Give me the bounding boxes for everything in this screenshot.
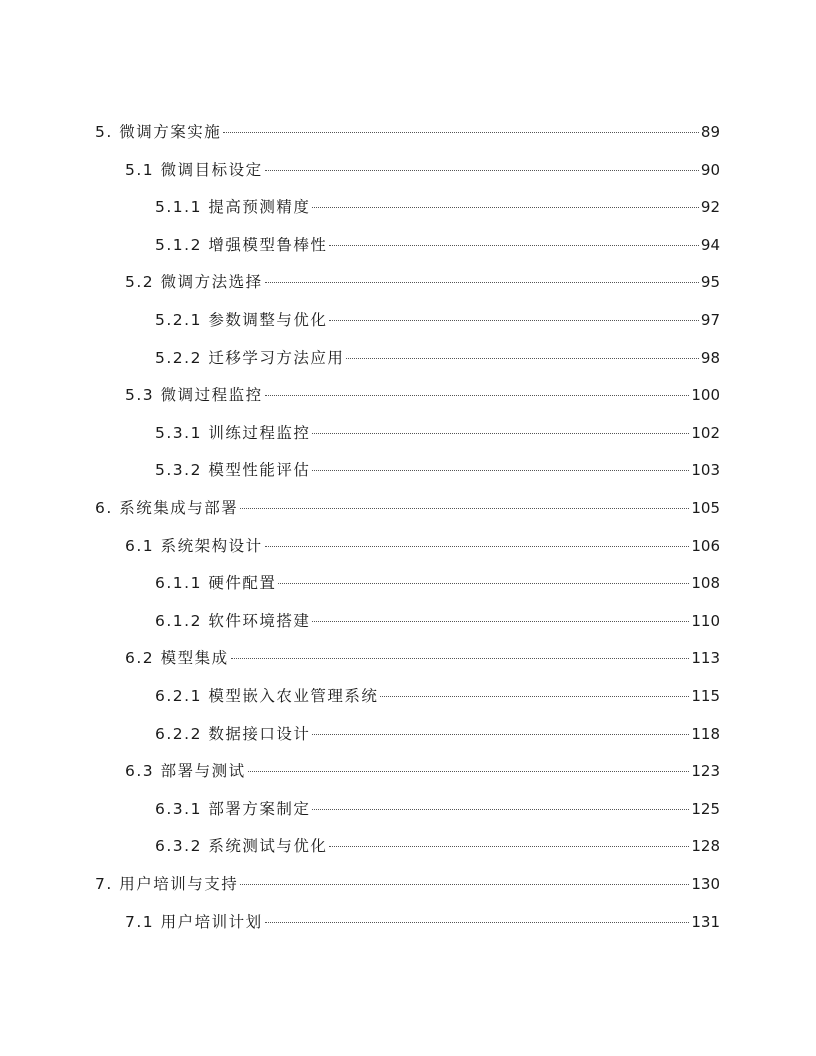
toc-dot-leader <box>312 733 689 735</box>
toc-entry-title: 5.1.2 增强模型鲁棒性 <box>155 235 328 254</box>
toc-entry[interactable] <box>155 564 720 602</box>
toc-entry[interactable] <box>95 113 720 151</box>
toc-entry-title: 6.2 模型集成 <box>125 649 229 668</box>
toc-dot-leader <box>265 169 699 171</box>
toc-entry-title: 6.3.2 系统测试与优化 <box>155 837 328 856</box>
toc-page-number: 125 <box>691 799 720 818</box>
toc-entry[interactable] <box>155 226 720 264</box>
toc-dot-leader <box>329 319 699 321</box>
toc-page-number: 100 <box>691 386 720 405</box>
toc-entry[interactable] <box>155 790 720 828</box>
toc-entry[interactable] <box>125 903 720 941</box>
toc-page-number: 89 <box>700 123 720 141</box>
toc-entry[interactable] <box>155 715 720 753</box>
toc-page-number: 97 <box>700 311 720 329</box>
toc-entry-title: 7.1 用户培训计划 <box>125 912 263 931</box>
toc-entry[interactable] <box>125 527 720 565</box>
toc-entry-title: 5.2.2 迁移学习方法应用 <box>155 348 345 367</box>
toc-entry-title: 6.1 系统架构设计 <box>125 536 263 555</box>
toc-entry-title: 5.3.1 训练过程监控 <box>155 423 311 442</box>
toc-dot-leader <box>312 469 689 471</box>
toc-dot-leader <box>231 657 690 659</box>
toc-page-number: 131 <box>691 912 720 931</box>
toc-dot-leader <box>312 808 689 810</box>
toc-dot-leader <box>265 281 699 283</box>
toc-entry-title: 6.2.2 数据接口设计 <box>155 724 311 743</box>
toc-entry[interactable] <box>155 451 720 489</box>
toc-entry[interactable] <box>155 188 720 226</box>
toc-entry[interactable] <box>155 677 720 715</box>
toc-page-number: 130 <box>691 875 720 893</box>
toc-dot-leader <box>240 507 689 509</box>
toc-entry-title: 5.3 微调过程监控 <box>125 386 263 405</box>
toc-entry[interactable] <box>155 827 720 865</box>
toc-dot-leader <box>312 620 689 622</box>
toc-entry-title: 5. 微调方案实施 <box>95 123 222 141</box>
toc-dot-leader <box>380 695 689 697</box>
toc-entry[interactable] <box>155 414 720 452</box>
toc-page-number: 98 <box>700 348 720 367</box>
toc-entry-title: 6.3.1 部署方案制定 <box>155 799 311 818</box>
toc-dot-leader <box>265 545 690 547</box>
toc-page-number: 110 <box>691 611 720 630</box>
toc-dot-leader <box>312 432 689 434</box>
toc-dot-leader <box>265 921 690 923</box>
toc-entry-title: 6.1.1 硬件配置 <box>155 574 277 593</box>
toc-dot-leader <box>278 582 689 584</box>
toc-entry[interactable] <box>125 376 720 414</box>
toc-dot-leader <box>346 357 699 359</box>
toc-entry-title: 5.1 微调目标设定 <box>125 160 263 179</box>
toc-page-number: 123 <box>691 762 720 781</box>
toc-entry[interactable] <box>125 263 720 301</box>
toc-page-number: 115 <box>691 687 720 705</box>
toc-dot-leader <box>312 206 699 208</box>
toc-dot-leader <box>248 770 690 772</box>
toc-entry-title: 5.1.1 提高预测精度 <box>155 198 311 217</box>
toc-dot-leader <box>329 244 699 246</box>
toc-entry[interactable] <box>125 151 720 189</box>
toc-entry[interactable] <box>155 339 720 377</box>
toc-page-number: 90 <box>700 160 720 179</box>
toc-page-number: 92 <box>700 198 720 217</box>
toc-entry-title: 5.3.2 模型性能评估 <box>155 461 311 480</box>
toc-dot-leader <box>240 883 689 885</box>
toc-entry-title: 5.2 微调方法选择 <box>125 273 263 292</box>
toc-page-number: 95 <box>700 273 720 292</box>
toc-entry[interactable] <box>155 301 720 339</box>
toc-entry-title: 6.2.1 模型嵌入农业管理系统 <box>155 687 379 705</box>
toc-page-number: 128 <box>691 837 720 856</box>
toc-entry[interactable] <box>125 639 720 677</box>
toc-page-number: 108 <box>691 574 720 593</box>
toc-page-number: 105 <box>691 499 720 517</box>
toc-page-number: 103 <box>691 461 720 480</box>
toc-entry-title: 6.1.2 软件环境搭建 <box>155 611 311 630</box>
toc-page-number: 94 <box>700 235 720 254</box>
toc-entry-title: 6. 系统集成与部署 <box>95 499 239 517</box>
toc-entry[interactable] <box>95 489 720 527</box>
toc-entry-title: 7. 用户培训与支持 <box>95 875 239 893</box>
toc-entry[interactable] <box>125 752 720 790</box>
toc-dot-leader <box>223 131 699 133</box>
toc-entry[interactable] <box>155 602 720 640</box>
toc-page-number: 113 <box>691 649 720 668</box>
toc-page-number: 102 <box>691 423 720 442</box>
toc-page-number: 118 <box>691 724 720 743</box>
toc-entry-title: 6.3 部署与测试 <box>125 762 246 781</box>
toc-page-number: 106 <box>691 536 720 555</box>
toc-dot-leader <box>265 394 690 396</box>
toc-dot-leader <box>329 845 689 847</box>
toc-entry-title: 5.2.1 参数调整与优化 <box>155 311 328 329</box>
toc-entry[interactable] <box>95 865 720 903</box>
